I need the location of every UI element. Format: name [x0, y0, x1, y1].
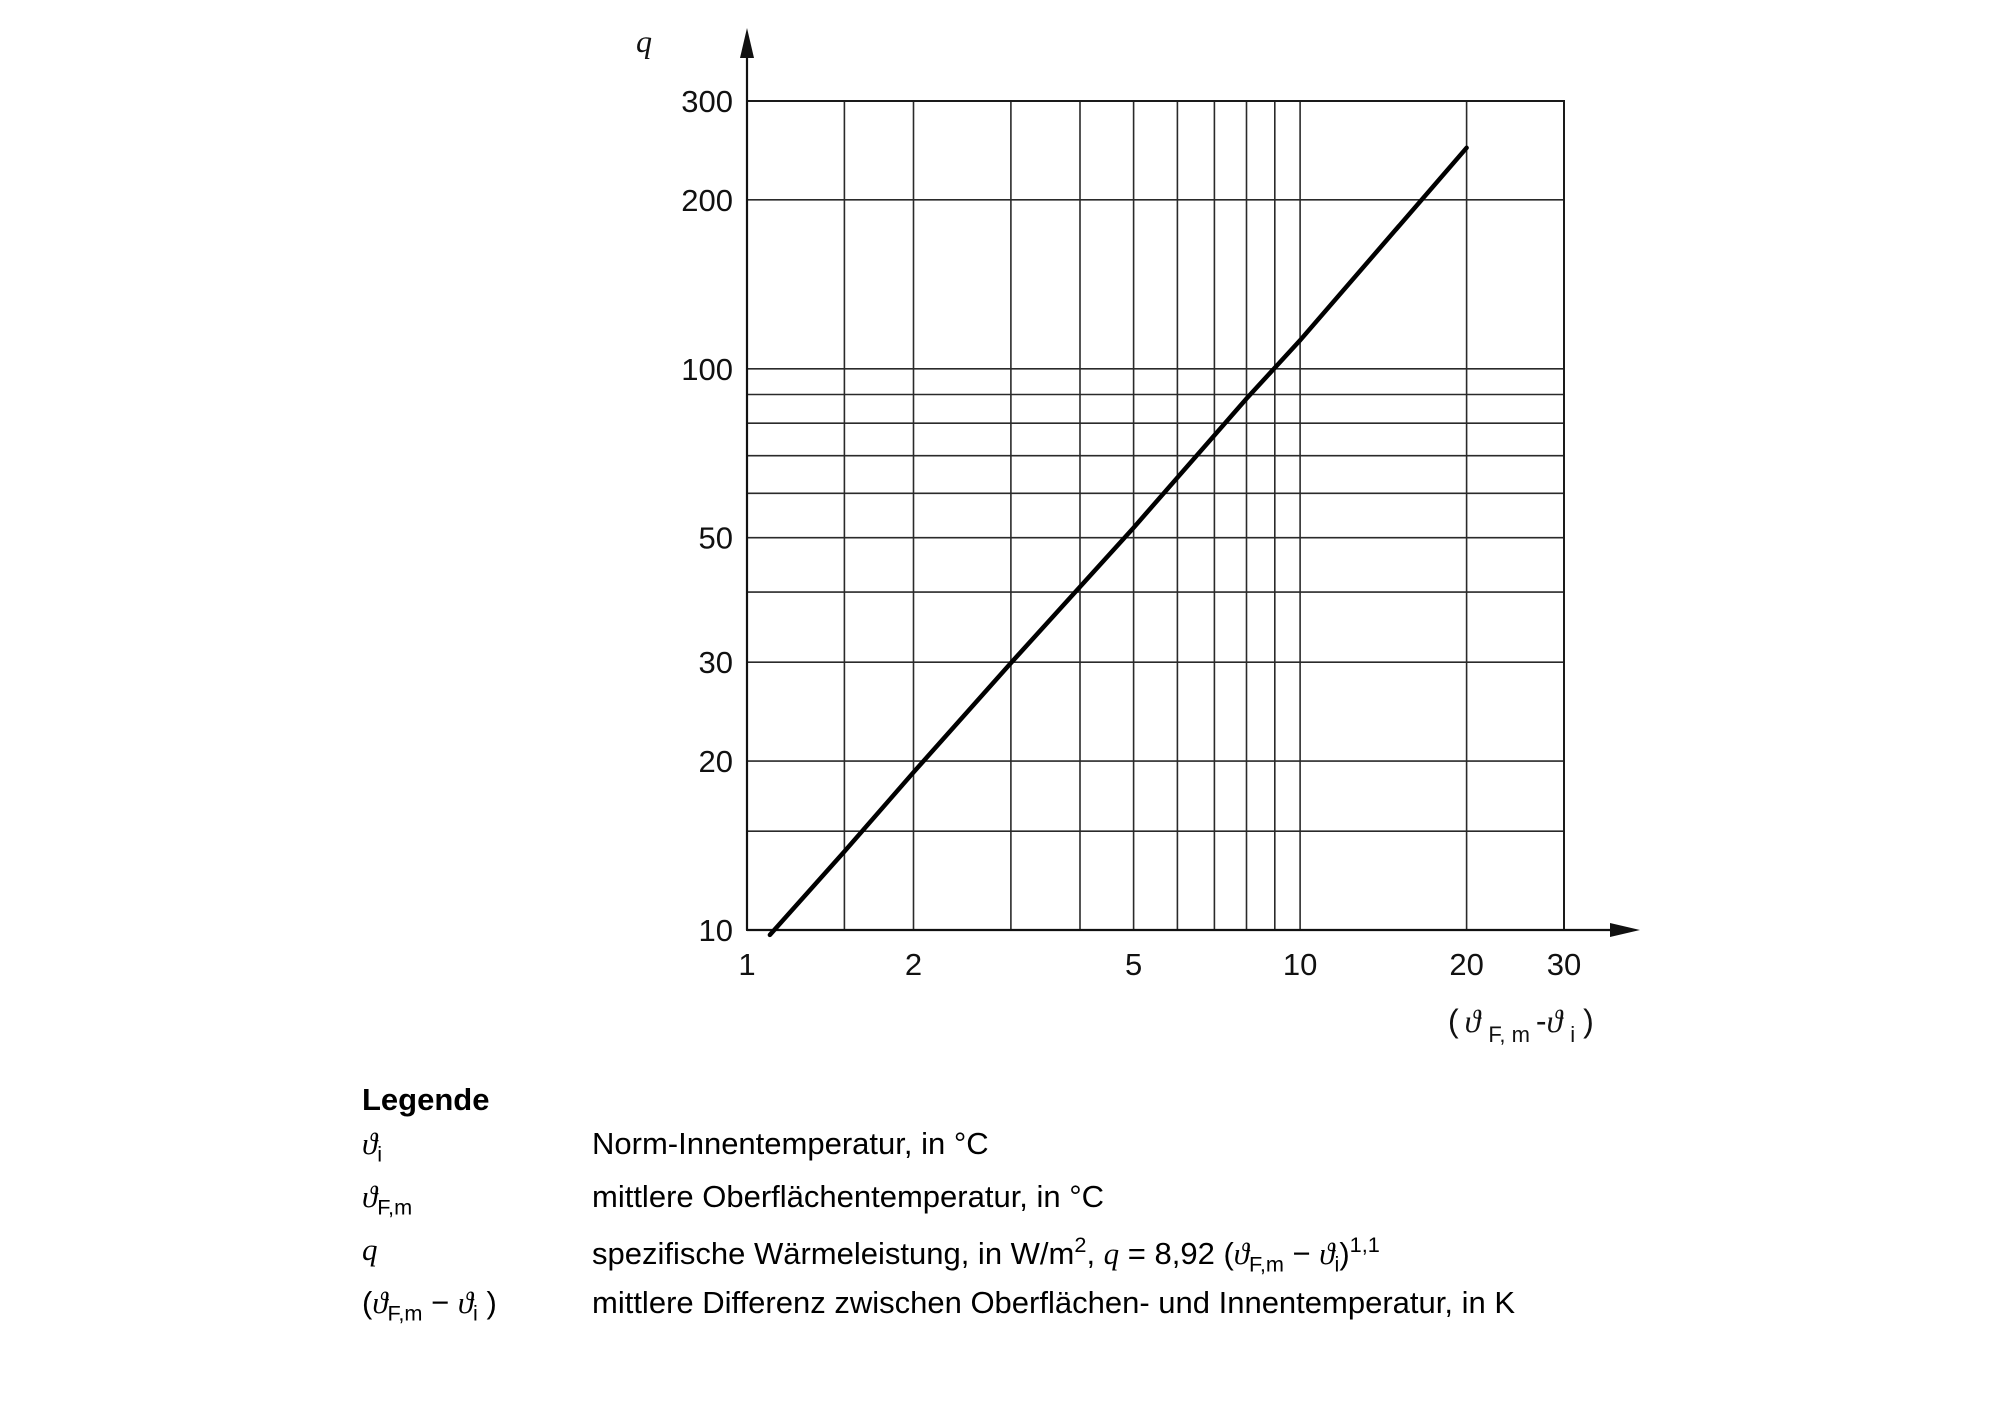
legend-description: Norm-Innentemperatur, in °C [592, 1126, 989, 1161]
x-tick-label: 30 [1546, 947, 1582, 982]
grid [747, 101, 1564, 930]
y-tick-label: 50 [698, 520, 733, 556]
x-tick-label: 1 [738, 947, 756, 982]
equation-close: ) [1339, 1235, 1350, 1271]
x-axis-label-close: ) [1583, 1003, 1594, 1039]
legend-description: mittlere Oberflächentemperatur, in °C [592, 1179, 1105, 1214]
legend-item-theta-fm [362, 1175, 1862, 1228]
theta-symbol: ϑ [362, 1179, 378, 1214]
symbol-subscript-fm: F,m [387, 1300, 423, 1326]
x-tick-label: 10 [1282, 947, 1318, 982]
x-tick-label: 5 [1124, 947, 1143, 982]
symbol-close: ) [477, 1285, 497, 1320]
x-axis-label [1448, 1003, 1594, 1047]
legend-description: mittlere Differenz zwischen Oberflächen- und Innentemperatur, in K [592, 1285, 1516, 1320]
theta-symbol-fm: ϑ [372, 1285, 388, 1320]
y-axis-arrow [740, 28, 754, 58]
x-tick-label: 2 [904, 947, 923, 982]
theta-symbol-i: ϑ [457, 1285, 474, 1320]
legend-symbol [362, 1126, 382, 1168]
equation-subscript-fm: F,m [1249, 1251, 1284, 1277]
equation-subscript-i: i [1334, 1251, 1340, 1277]
x-axis-label-sub2: i [1570, 1022, 1576, 1047]
legend-item-theta-i [362, 1122, 1862, 1175]
x-tick-label: 20 [1449, 947, 1484, 982]
equation-minus: − [1283, 1235, 1320, 1271]
y-tick-label: 30 [698, 645, 733, 681]
series [770, 148, 1467, 935]
legend-symbol: q [362, 1232, 378, 1267]
symbol-subscript: F,m [377, 1194, 413, 1220]
legend [362, 1082, 1862, 1334]
plot-frame [747, 101, 1564, 930]
y-tick-label: 10 [698, 913, 733, 948]
y-tick-label: 20 [698, 744, 733, 780]
y-tick-label: 200 [681, 182, 733, 218]
x-axis-label-theta2: ϑ [1546, 1003, 1563, 1039]
y-axis-label: q [636, 23, 652, 59]
x-axis-label-minus: - [1535, 1003, 1547, 1039]
description-text: spezifische Wärmeleistung, in W/m [592, 1235, 1075, 1271]
description-separator: , [1086, 1235, 1104, 1271]
legend-item-q [362, 1228, 1862, 1281]
equation-exponent: 1,1 [1349, 1232, 1380, 1257]
equation-variable: q [1103, 1235, 1120, 1271]
equation-middle: = 8,92 ( [1119, 1235, 1234, 1271]
series-line [770, 148, 1467, 935]
legend-symbol [362, 1179, 412, 1221]
unit-exponent: 2 [1074, 1232, 1087, 1257]
x-axis-label-sub1: F, m [1488, 1022, 1530, 1047]
symbol-minus: − [422, 1285, 458, 1320]
axes [740, 28, 1640, 937]
y-tick-label: 300 [681, 84, 733, 119]
legend-item-difference [362, 1281, 1862, 1334]
y-tick-label: 100 [681, 351, 733, 387]
x-axis-arrow [1610, 923, 1640, 937]
legend-symbol [362, 1285, 497, 1327]
equation-theta-fm: ϑ [1233, 1235, 1249, 1271]
equation-theta-i: ϑ [1319, 1235, 1335, 1271]
symbol-open: ( [362, 1285, 373, 1320]
symbol-subscript: i [377, 1141, 383, 1167]
legend-description [592, 1232, 1380, 1278]
theta-symbol: ϑ [362, 1126, 378, 1161]
legend-heading: Legende [362, 1082, 490, 1117]
x-axis-label-theta1: ϑ [1464, 1003, 1481, 1039]
x-axis-label-open: ( [1448, 1003, 1459, 1039]
symbol-subscript-i: i [473, 1300, 478, 1326]
